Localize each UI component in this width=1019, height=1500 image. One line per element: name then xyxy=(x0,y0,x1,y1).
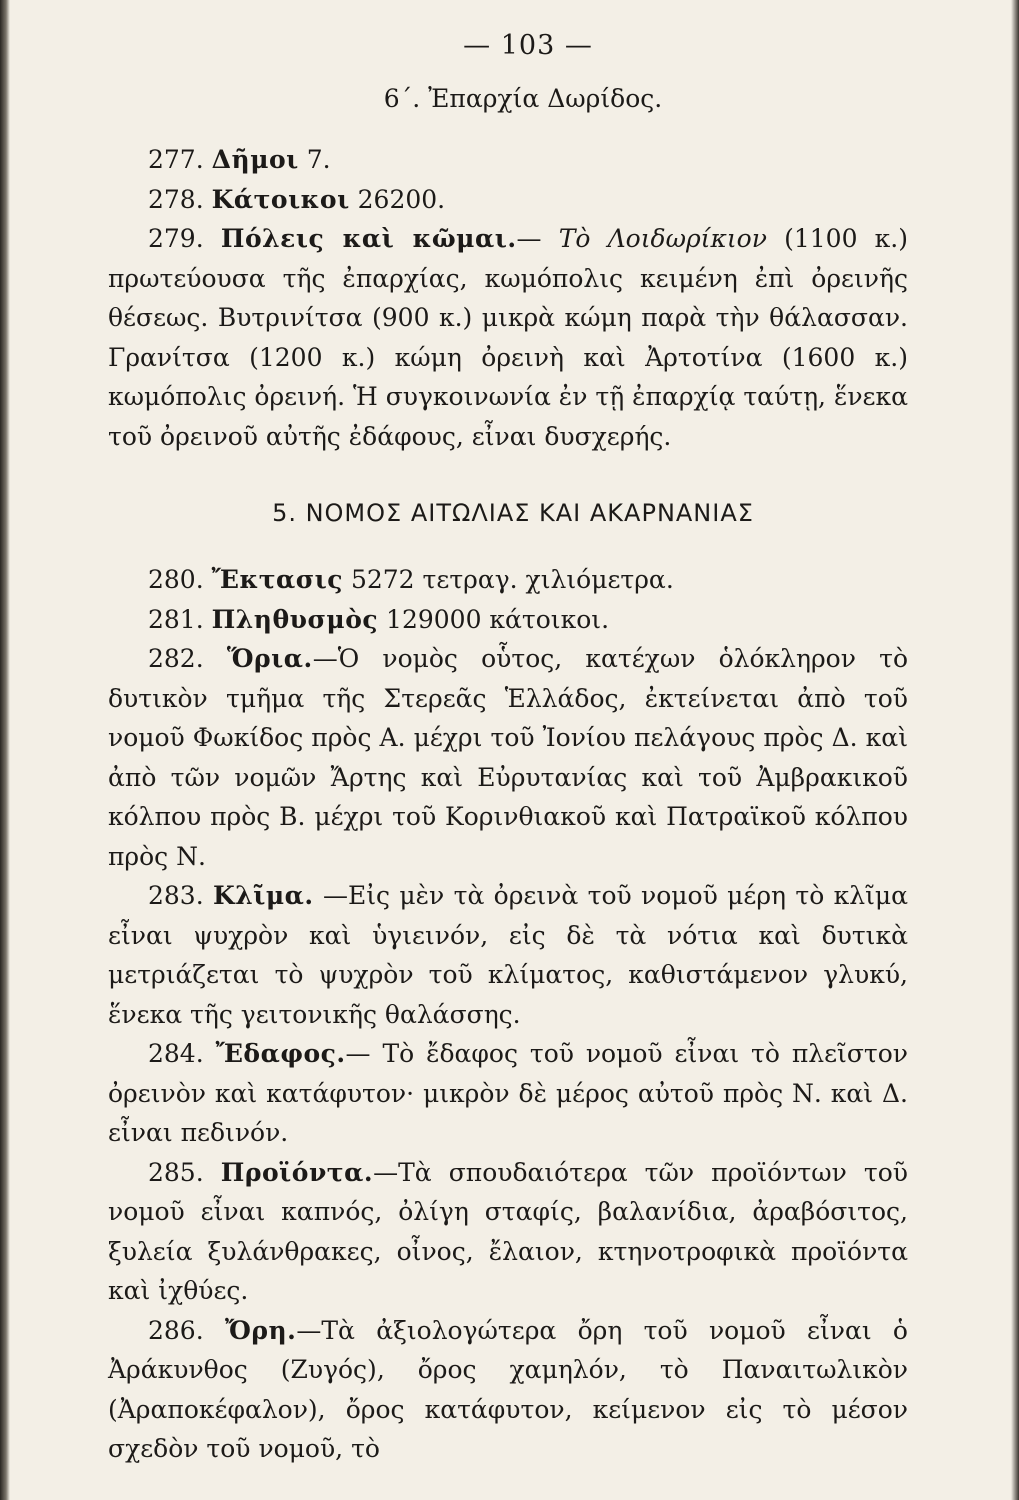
nomos-title: 5. ΝΟΜΟΣ ΑΙΤΩΛΙΑΣ ΚΑΙ ΑΚΑΡΝΑΝΙΑΣ xyxy=(272,499,754,527)
entry-heading: Ἔκτασις xyxy=(211,565,344,594)
page-edge-right xyxy=(1011,0,1019,1500)
entries-top xyxy=(108,140,908,456)
entry-dash: — xyxy=(516,224,559,253)
entry-number: 286. xyxy=(148,1315,204,1345)
entry-heading: Προϊόντα. xyxy=(220,1157,374,1187)
entry-heading: Πληθυσμὸς xyxy=(211,604,379,634)
entry-285 xyxy=(108,1153,908,1311)
entry-text: 5272 τετραγ. χιλιόμετρα. xyxy=(343,565,674,594)
entry-280 xyxy=(108,560,908,600)
entry-text: —Τὰ σπουδαιότερα τῶν προϊόντων τοῦ νομοῦ εἶναι καπνός, ὀλίγη σταφίς, βαλανίδια, ἀραβόσιτος, ξυλεία ξυλάνθρακες, οἶνος, ἔλαιον, κτηνοτροφικὰ προϊόντα καὶ ἰχθύες. xyxy=(108,1157,908,1305)
entry-heading: Δῆμοι xyxy=(211,145,299,174)
entry-text: 129000 κάτοικοι. xyxy=(378,604,610,634)
entry-italic-name: Τὸ Λοιδωρίκιον xyxy=(558,224,767,253)
entry-heading: Κλῖμα. xyxy=(213,881,314,910)
entry-281 xyxy=(108,600,908,640)
entry-text: 7. xyxy=(298,145,331,174)
page-edge-left xyxy=(0,0,10,1500)
entry-heading: Ἔδαφος. xyxy=(215,1039,346,1068)
entry-278 xyxy=(108,180,908,220)
page-content xyxy=(108,28,908,1469)
entry-text: 26200. xyxy=(349,184,446,214)
entry-number: 285. xyxy=(148,1157,204,1187)
entry-282 xyxy=(108,639,908,876)
entry-286 xyxy=(108,1311,908,1469)
section-gap xyxy=(108,456,908,496)
entry-text: —Ὁ νομὸς οὗτος, κατέχων ὁλόκληρον τὸ δυτικὸν τμῆμα τῆς Στερεᾶς Ἑλλάδος, ἐκτείνεται ἀπὸ τοῦ νομοῦ Φωκίδος πρὸς Α. μέχρι τοῦ Ἰονίου πελάγους πρὸς Δ. καὶ ἀπὸ τῶν νομῶν Ἄρτης καὶ Εὐρυτανίας καὶ τοῦ Ἀμβρακικοῦ κόλπου πρὸς Β. μέχρι τοῦ Κορινθιακοῦ καὶ Πατραϊκοῦ κόλπου πρὸς Ν. xyxy=(108,644,909,871)
entry-text: — Τὸ ἔδαφος τοῦ νομοῦ εἶναι τὸ πλεῖστον ὀρεινὸν καὶ κατάφυτον· μικρὸν δὲ μέρος αὐτοῦ πρὸς Ν. καὶ Δ. εἶναι πεδινόν. xyxy=(108,1039,908,1147)
entry-text: (1100 κ.) πρωτεύουσα τῆς ἐπαρχίας, κωμόπολις κειμένη ἐπὶ ὀρεινῆς θέσεως. Βυτρινίτσα (900 κ.) μικρὰ κώμη παρὰ τὴν θάλασσαν. Γρανίτσα (1200 κ.) κώμη ὀρεινὴ καὶ Ἀρτοτίνα (1600 κ.) κωμόπολις ὀρεινή. Ἡ συγκοινωνία ἐν τῇ ἐπαρχίᾳ ταύτῃ, ἕνεκα τοῦ ὀρεινοῦ αὐτῆς ἐδάφους, εἶναι δυσχερής. xyxy=(108,224,909,451)
entry-283 xyxy=(108,876,908,1034)
entry-heading: Ὅρια. xyxy=(226,644,313,673)
entry-text: —Τὰ ἀξιολογώτερα ὄρη τοῦ νομοῦ εἶναι ὁ Ἀράκυνθος (Ζυγός), ὄρος χαμηλόν, τὸ Παναιτωλικὸν (Ἀραποκέφαλον), ὄρος κατάφυτον, κείμενον εἰς τὸ μέσον σχεδὸν τοῦ νομοῦ, τὸ xyxy=(108,1315,908,1463)
entry-284 xyxy=(108,1034,908,1153)
entry-heading: Κάτοικοι xyxy=(211,184,350,214)
entry-text: —Εἰς μὲν τὰ ὀρεινὰ τοῦ νομοῦ μέρη τὸ κλῖμα εἶναι ψυχρὸν καὶ ὑγιεινόν, εἰς δὲ τὰ νότια καὶ δυτικὰ μετριάζεται τὸ ψυχρὸν τοῦ κλίματος, καθιστάμενον γλυκύ, ἕνεκα τῆς γειτονικῆς θαλάσσης. xyxy=(108,881,908,1029)
entry-279 xyxy=(108,219,908,456)
entry-number: 283. xyxy=(148,881,204,910)
entry-number: 281. xyxy=(148,604,204,634)
entry-number: 282. xyxy=(148,644,204,673)
entry-number: 280. xyxy=(148,565,204,594)
entries-nomos xyxy=(108,560,908,1469)
entry-number: 284. xyxy=(148,1039,204,1068)
page-number: — 103 — xyxy=(463,30,593,61)
entry-heading: Ὄρη. xyxy=(224,1315,297,1345)
section-title: 6΄. Ἐπαρχία Δωρίδος. xyxy=(383,84,663,113)
entry-number: 277. xyxy=(148,145,204,174)
entry-277 xyxy=(108,140,908,180)
entry-number: 279. xyxy=(148,224,204,253)
entry-heading: Πόλεις καὶ κῶμαι. xyxy=(220,224,517,253)
entry-number: 278. xyxy=(148,184,204,214)
